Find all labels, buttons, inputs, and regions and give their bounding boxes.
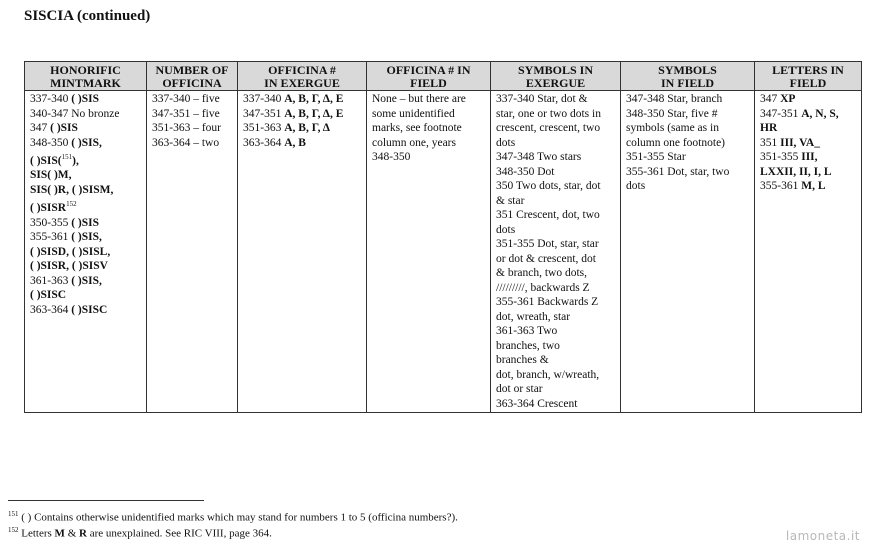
cell-letters-in-field: 347 XP 347-351 A, N, S, HR 351 III, VA_ 351-355 III, LXXII, II, I, L 355-361 M, L [755, 91, 862, 413]
cell-symbols-in-field: 347-348 Star, branch 348-350 Star, five # symbols (same as in column one footnote) 351-355 Star 355-361 Dot, star, two dots [621, 91, 755, 413]
header-number-of-officina: NUMBER OF OFFICINA [147, 62, 238, 91]
watermark: lamoneta.it [785, 529, 860, 543]
cell-officina-in-field: None – but there are some unidentified marks, see footnote column one, years 348-350 [367, 91, 491, 413]
cell-honorific-mintmark: 337-340 ( )SIS 340-347 No bronze 347 ( )SIS 348-350 ( )SIS, ( )SIS($^{151}$), SIS( )M, SIS( )R, ( )SISM, ( )SISR$^{152}$ 350-355 ( )SIS 355-361 ( )SIS, ( )SISD, ( )SISL, ( )SISR, ( )SISV 361-363 ( )SIS, ( )SISC 363-364 ( )SISC [25, 91, 147, 413]
header-letters-in-field: LETTERS IN FIELD [755, 62, 862, 91]
page-title: SISCIA (continued) [24, 8, 151, 24]
footnote-ref-151: 151 [61, 153, 73, 161]
table-header-row [25, 62, 862, 91]
cell-symbols-in-exergue: 337-340 Star, dot & star, one or two dots in crescent, crescent, two dots 347-348 Two stars 348-350 Dot 350 Two dots, star, dot & star 351 Crescent, dot, two dots 351-355 Dot, star, star or dot & crescent, dot & branch, two dots, /////////, backwards Z 355-361 Backwards Z dot, wreath, star 361-363 Two branches, two branches & dot, branch, w/wreath, dot or star 363-364 Crescent [491, 91, 621, 413]
header-symbols-in-field: SYMBOLS IN FIELD [621, 62, 755, 91]
siscia-mintmark-table [24, 61, 862, 413]
footnote-divider [8, 500, 204, 501]
footnote-152: $^{152}$ Letters M & R are unexplained. See RIC VIII, page 364. [8, 526, 272, 540]
footnote-151: $^{151}$ ( ) Contains otherwise unidentified marks which may stand for numbers 1 to 5 (officina numbers?). [8, 510, 458, 524]
header-honorific-mintmark: HONORIFIC MINTMARK [25, 62, 147, 91]
header-symbols-in-exergue: SYMBOLS IN EXERGUE [491, 62, 621, 91]
footnote-ref-152: 152 [66, 200, 77, 209]
header-officina-in-exergue: OFFICINA # IN EXERGUE [238, 62, 367, 91]
cell-number-of-officina: 337-340 – five 347-351 – five 351-363 – four 363-364 – two [147, 91, 238, 413]
cell-officina-in-exergue: 337-340 A, B, Γ, Δ, E 347-351 A, B, Γ, Δ, E 351-363 A, B, Γ, Δ 363-364 A, B [238, 91, 367, 413]
table-row [25, 91, 862, 413]
header-officina-in-field: OFFICINA # IN FIELD [367, 62, 491, 91]
